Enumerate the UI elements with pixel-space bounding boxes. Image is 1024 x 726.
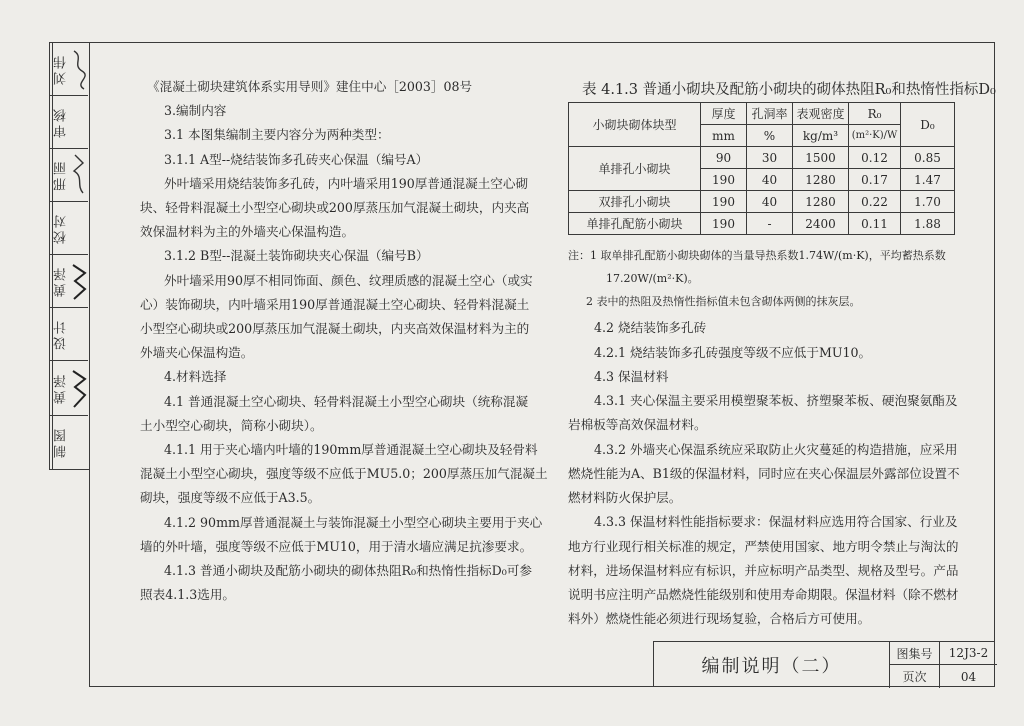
cell-r: 0.11 [849, 213, 901, 235]
paragraph-line: 墙的外叶墙，强度等级不应低于MU10，用于清水墙应满足抗渗要求。 [140, 539, 533, 554]
signature-label: 刘伟 [52, 43, 70, 95]
signature-cell [50, 149, 88, 202]
paragraph-line: 4.1.1 用于夹心墙内叶墙的190mm厚普通混凝土空心砌块及轻骨料 [164, 442, 538, 457]
table-header-row [569, 103, 955, 125]
title-block-grid [889, 642, 997, 688]
section-heading: 4.2 烧结装饰多孔砖 [594, 320, 707, 335]
signature-scribble [70, 43, 88, 95]
cell-thickness: 90 [701, 147, 747, 169]
paragraph-line: 效保温材料为主的外墙夹心保温构造。 [140, 224, 355, 239]
paragraph-line: 块、轻骨料混凝土小型空心砌块或200厚蒸压加气混凝土砌块，内夹高 [140, 200, 530, 215]
signature-cell [50, 202, 88, 255]
paragraph-line: 4.3.3 保温材料性能指标要求：保温材料应选用符合国家、行业及 [594, 514, 958, 529]
header-r: R₀ [849, 103, 901, 125]
cell-type: 单排孔配筋小砌块 [569, 213, 701, 235]
paragraph-line: 外墙夹心保温构造。 [140, 345, 254, 360]
table-row [569, 191, 955, 213]
cell-r: 0.22 [849, 191, 901, 213]
cell-d: 1.70 [901, 191, 955, 213]
note-line: 17.20W/(m²·K)。 [606, 272, 699, 285]
paragraph-line: 4.1 普通混凝土空心砌块、轻骨料混凝土小型空心砌块（统称混凝 [164, 394, 529, 409]
table-title: 表 4.1.3 普通小砌块及配筋小砌块的砌体热阻R₀和热惰性指标D₀ [582, 82, 996, 98]
thermal-table [568, 102, 955, 235]
paragraph-line: 4.3.2 外墙夹心保温系统应采取防止火灾蔓延的构造措施，应采用 [594, 442, 958, 457]
page-number: 04 [960, 669, 977, 684]
cell-r: 0.12 [849, 147, 901, 169]
signature-label: 审核 [52, 96, 70, 148]
paragraph-line: 3.1 本图集编制主要内容分为两种类型： [164, 127, 390, 142]
paragraph-line: 心）装饰砌块，内叶墙采用190厚普通混凝土空心砌块、轻骨料混凝土 [140, 297, 530, 312]
paragraph-line: 4.2.1 烧结装饰多孔砖强度等级不应低于MU10。 [594, 345, 872, 360]
unit-density: kg/m³ [793, 125, 849, 147]
paragraph-line: 4.1.3 普通小砌块及配筋小砌块的砌体热阻R₀和热惰性指标D₀可参 [164, 563, 532, 578]
paragraph-line: 说明书应注明产品燃烧性能级别和使用寿命期限。保温材料（除不燃材 [568, 587, 959, 602]
cell-porosity: 30 [747, 147, 793, 169]
signature-label: 校对 [52, 202, 70, 254]
section-heading: 4.3 保温材料 [594, 369, 669, 384]
paragraph-line: 小型空心砌块或200厚蒸压加气混凝土砌块，内夹高效保温材料为主的 [140, 321, 530, 336]
title-block [653, 641, 995, 687]
cell-thickness: 190 [701, 213, 747, 235]
cell-d: 1.47 [901, 169, 955, 191]
section-heading: 4.材料选择 [164, 369, 227, 384]
header-porosity: 孔洞率 [747, 103, 793, 125]
table-row [569, 213, 955, 235]
note-line: 2 表中的热阻及热惰性指标值未包含砌体两侧的抹灰层。 [586, 295, 861, 308]
table-notes [568, 244, 954, 313]
signature-scribble [70, 361, 88, 415]
cell-thickness: 190 [701, 169, 747, 191]
signature-label: 黄泽 [52, 361, 70, 415]
signature-cell [50, 308, 88, 361]
paragraph-line: 岩棉板等高效保温材料。 [568, 417, 707, 432]
paragraph-line: 外叶墙采用烧结装饰多孔砖，内叶墙采用190厚普通混凝土空心砌 [164, 176, 529, 191]
paragraph-line: 3.1.2 B型--混凝土装饰砌块夹心保温（编号B） [164, 248, 429, 263]
atlas-label: 图集号 [890, 642, 940, 665]
paragraph-line: 砌块，强度等级不应低于A3.5。 [140, 490, 321, 505]
signature-cell [50, 255, 88, 308]
header-density: 表观密度 [793, 103, 849, 125]
paragraph-line: 混凝土小型空心砌块，强度等级不应低于MU5.0；200厚蒸压加气混凝土 [140, 466, 548, 481]
cell-type: 双排孔小砌块 [569, 191, 701, 213]
signature-label: 设计 [52, 308, 70, 360]
cell-porosity: 40 [747, 169, 793, 191]
signature-cell [50, 361, 88, 416]
header-d: D₀ [901, 103, 955, 147]
cell-r: 0.17 [849, 169, 901, 191]
header-thickness: 厚度 [701, 103, 747, 125]
cell-density: 1280 [793, 169, 849, 191]
paragraph-line: 地方行业现行相关标准的规定，严禁使用国家、地方明令禁止与淘汰的 [568, 539, 959, 554]
paragraph-line: 料外）燃烧性能必须进行现场复验，合格后方可使用。 [568, 611, 871, 626]
signature-cell [50, 416, 88, 469]
signature-cell [50, 43, 88, 96]
cell-d: 0.85 [901, 147, 955, 169]
cell-density: 1280 [793, 191, 849, 213]
signature-scribble [70, 149, 88, 201]
paragraph-line: 《混凝土砌块建筑体系实用导则》建住中心［2003］08号 [147, 79, 473, 94]
cell-density: 2400 [793, 213, 849, 235]
unit-porosity: % [747, 125, 793, 147]
unit-r: (m²·K)/W [849, 125, 901, 147]
signature-label: 制图 [52, 416, 70, 469]
cell-d: 1.88 [901, 213, 955, 235]
cell-porosity: 40 [747, 191, 793, 213]
paragraph-line: 照表4.1.3选用。 [140, 587, 236, 602]
header-type: 小砌块砌体块型 [569, 103, 701, 147]
atlas-number: 12J3-2 [940, 642, 997, 665]
table-row [569, 147, 955, 169]
sheet-title: 编制说明（二） [701, 656, 842, 677]
section-heading: 3.编制内容 [164, 103, 227, 118]
paragraph-line: 燃材料防火保护层。 [568, 490, 682, 505]
paragraph-line: 外叶墙采用90厚不相同饰面、颜色、纹理质感的混凝土空心（或实 [164, 273, 533, 288]
signature-label: 邢丽 [52, 149, 70, 201]
signature-scribble [70, 255, 88, 307]
signature-label: 黄泽 [52, 255, 70, 307]
cell-type: 单排孔小砌块 [569, 147, 701, 191]
cell-porosity: - [747, 213, 793, 235]
paragraph-line: 4.1.2 90mm厚普通混凝土与装饰混凝土小型空心砌块主要用于夹心 [164, 515, 543, 530]
signature-cell [50, 96, 88, 149]
paragraph-line: 燃烧性能为A、B1级的保温材料，同时应在夹心保温层外露部位设置不 [568, 466, 960, 481]
page-label: 页次 [890, 665, 940, 688]
signature-strip [49, 42, 89, 470]
cell-density: 1500 [793, 147, 849, 169]
note-line: 注：1 取单排孔配筋小砌块砌体的当量导热系数1.74W/(m·K)，平均蓄热系数 [568, 249, 946, 262]
paragraph-line: 4.3.1 夹心保温主要采用模塑聚苯板、挤塑聚苯板、硬泡聚氨酯及 [594, 393, 958, 408]
paragraph-line: 3.1.1 A型--烧结装饰多孔砖夹心保温（编号A） [164, 152, 429, 167]
unit-thickness: mm [701, 125, 747, 147]
cell-thickness: 190 [701, 191, 747, 213]
paragraph-line: 土小型空心砌块，简称小砌块）。 [140, 418, 323, 433]
paragraph-line: 材料，进场保温材料应有标识，并应标明产品类型、规格及型号。产品 [568, 563, 959, 578]
